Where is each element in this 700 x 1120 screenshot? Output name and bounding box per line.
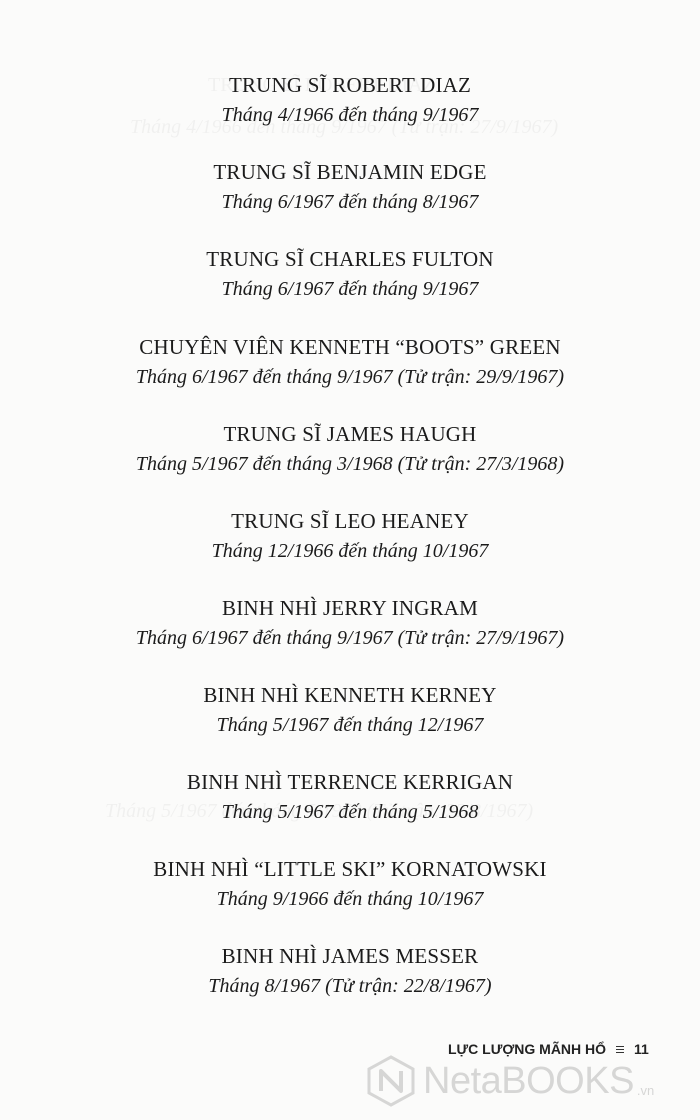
service-period: Tháng 8/1967 (Tử trận: 22/8/1967) [208,975,492,997]
service-period: Tháng 4/1966 đến tháng 9/1967 [221,104,479,126]
roster-entry [0,595,700,651]
soldier-name: TRUNG SĨ ROBERT DIAZ [228,73,472,97]
running-title: LỰC LƯỢNG MÃNH HỔ [448,1041,607,1057]
roster-entry [0,682,700,738]
soldier-name: BINH NHÌ “LITTLE SKI” KORNATOWSKI [153,857,547,881]
service-period: Tháng 5/1967 đến tháng 5/1968 [221,801,479,823]
soldier-name: BINH NHÌ JAMES MESSER [221,944,479,968]
roster-entry [0,334,700,390]
soldier-name: BINH NHÌ KENNETH KERNEY [203,683,497,707]
roster-entry [0,769,700,825]
roster-entry [0,72,700,128]
roster-entry [0,943,700,999]
soldier-name: BINH NHÌ TERRENCE KERRIGAN [186,770,514,794]
soldier-name: BINH NHÌ JERRY INGRAM [221,596,478,620]
roster-entry [0,508,700,564]
soldier-name: TRUNG SĨ JAMES HAUGH [223,422,477,446]
service-period: Tháng 5/1967 đến tháng 3/1968 (Tử trận: 27/3/1968) [135,453,565,475]
watermark-brand: NetaBOOKS [423,1059,634,1102]
soldier-name: TRUNG SĨ CHARLES FULTON [206,247,494,271]
service-period: Tháng 9/1966 đến tháng 10/1967 [216,888,484,910]
footer-separator-icon [616,1046,624,1053]
roster-entry [0,246,700,302]
service-period: Tháng 6/1967 đến tháng 9/1967 [221,278,479,300]
service-period: Tháng 6/1967 đến tháng 9/1967 (Tử trận: 29/9/1967) [135,366,565,388]
service-period: Tháng 5/1967 đến tháng 12/1967 [216,714,484,736]
soldier-name: TRUNG SĨ LEO HEANEY [231,509,469,533]
watermark-suffix: .vn [636,1082,655,1098]
service-period: Tháng 6/1967 đến tháng 8/1967 [221,191,479,213]
roster-entry [0,421,700,477]
service-period: Tháng 6/1967 đến tháng 9/1967 (Tử trận: 27/9/1967) [135,627,565,649]
roster-entry [0,856,700,912]
soldier-name: CHUYÊN VIÊN KENNETH “BOOTS” GREEN [139,335,561,359]
page-footer [448,1041,649,1057]
page-number: 11 [634,1041,649,1057]
roster-entry [0,159,700,215]
soldier-name: TRUNG SĨ BENJAMIN EDGE [213,160,487,184]
service-period: Tháng 12/1966 đến tháng 10/1967 [211,540,489,562]
watermark [365,1050,695,1112]
netabooks-logo-icon [365,1055,417,1107]
